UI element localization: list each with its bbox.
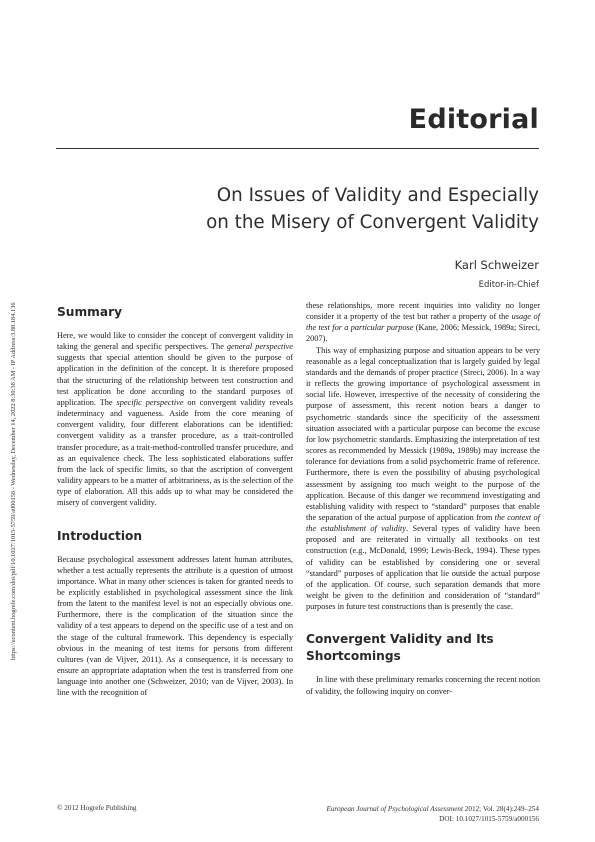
right-paragraph-1: these relationships, more recent inquiries into validity no longer consider it a property of the test but rather a property of the usage of the test for a particular purpose (Kane, 2006; Messick, 1989a; Sireci, 2007). xyxy=(306,301,540,344)
introduction-heading: Introduction xyxy=(57,528,143,543)
summary-paragraph: Here, we would like to consider the concept of convergent validity in taking the general and specific perspectives. The general perspective suggests that special attention should be given to the purpose of application in the definition of the concept. It is therefore proposed that the structuring of the relationship between test construction and test application be done according to the standard purposes of application. The specific perspective on convergent validity reveals indeterminacy and vagueness. Aside from the core meaning of convergent validity, four different elaborations can be identified: convergent validity as a transfer procedure, as a trait-controlled transfer procedure, as a trait-method-controlled transfer procedure, and as an equivalence check. The less sophisticated elaborations suffer from the lack of specific limits, so that the ascription of convergent validity appears to be a matter of arbitrariness, as is the selection of the type of elaboration. All this adds up to what may be considered the misery of convergent validity. xyxy=(57,331,293,508)
right-paragraph-2: This way of emphasizing purpose and situation appears to be very reasonable as a legal conceptualization that is largely guided by legal standards and the demands of proper practice (Sireci, 2006). In a way it reflects the growing importance of psychological assessment in social life. However, irrespective of the necessity of considering the purpose of assessment, this recent notion bears a danger to psychometric standards since the specificity of the assessment situation associated with a particular purpose can become the excuse for low psychometric standards. Emphasizing the interpretation of test scores as recommended by Messick (1989a, 1989b) may increase the tolerance for deviations from a solid psychometric frame of reference. Furthermore, there is even the possibility of abusing psychological assessment by assigning too much weight to the purpose of the application. Because of this danger we recommend investigating and establishing validity with respect to “standard” purposes that enable the separation of the actual purpose of application from the context of the establishment of validity. Several types of validity have been proposed and are reiterated in virtually all textbooks on test construction (e.g., McDonald, 1999; Lewis-Beck, 1994). These types of validity can be established by considering one or several “standard” purposes of application that lie outside the actual purpose of the application. Of course, such separation demands that more weight be given to the definition and consideration of “standard” purposes in future test constructions than is presently the case. xyxy=(306,345,541,612)
right-column xyxy=(306,300,540,697)
emphasis-specific-perspective: specific perspective xyxy=(116,397,184,407)
section-label: Editorial xyxy=(408,104,539,135)
footer-doi: DOI: 10.1027/1015-5759/a000156 xyxy=(439,815,539,823)
title-line-2: on the Misery of Convergent Validity xyxy=(206,212,539,233)
emphasis-usage-of-test: usage of the test for a particular purpose xyxy=(306,312,540,333)
article-title xyxy=(119,182,539,236)
download-note: https://econtent.hogrefe.com/doi/pdf/10.1027/1015-5759/a000156 - Wednesday, December 14, 2022 8:30:38 AM - IP Address:3.88.184.136 xyxy=(10,302,17,660)
footer-copyright: © 2012 Hogrefe Publishing xyxy=(57,804,137,812)
footer-citation: European Journal of Psychological Assessment 2012; Vol. 28(4):249–254 DOI: 10.1027/1015-5759/a000156 xyxy=(326,805,539,823)
right-paragraph-3: In line with these preliminary remarks concerning the recent notion of validity, the following inquiry on conver- xyxy=(306,675,540,696)
summary-heading: Summary xyxy=(57,305,123,319)
left-column xyxy=(57,300,293,699)
title-line-1: On Issues of Validity and Especially xyxy=(216,185,539,206)
author-name: Karl Schweizer xyxy=(454,258,539,272)
emphasis-general-perspective: general perspective xyxy=(226,342,293,352)
convergent-validity-heading: Convergent Validity and Its Shortcomings xyxy=(306,632,494,664)
download-watermark xyxy=(0,190,20,660)
emphasis-context-of-establishment: the context of the establishment of validity xyxy=(306,512,540,534)
introduction-paragraph: Because psychological assessment addresses latent human attributes, whether a test actually represents the attribute is a question of utmost importance. What in many other sciences is taken for granted needs to be explicitly established in psychological assessment since the link from the latent to the manifest level is not an especially obvious one. Furthermore, there is the complication of the situation since the validity of a test appears to depend on the specific use of a test and on the stage of the cultural framework. This dependency is especially obvious in the meaning of test items for persons from different cultures (van de Vijver, 2011). As a consequence, it is necessary to ensure an appropriate adaptation when the test is transferred from one language into another one (Schweizer, 2010; van de Vijver, 2003). In line with the recognition of xyxy=(57,554,293,698)
author-role: Editor-in-Chief xyxy=(478,280,539,290)
header-rule xyxy=(56,148,539,149)
journal-name: European Journal of Psychological Assessment xyxy=(326,805,463,813)
